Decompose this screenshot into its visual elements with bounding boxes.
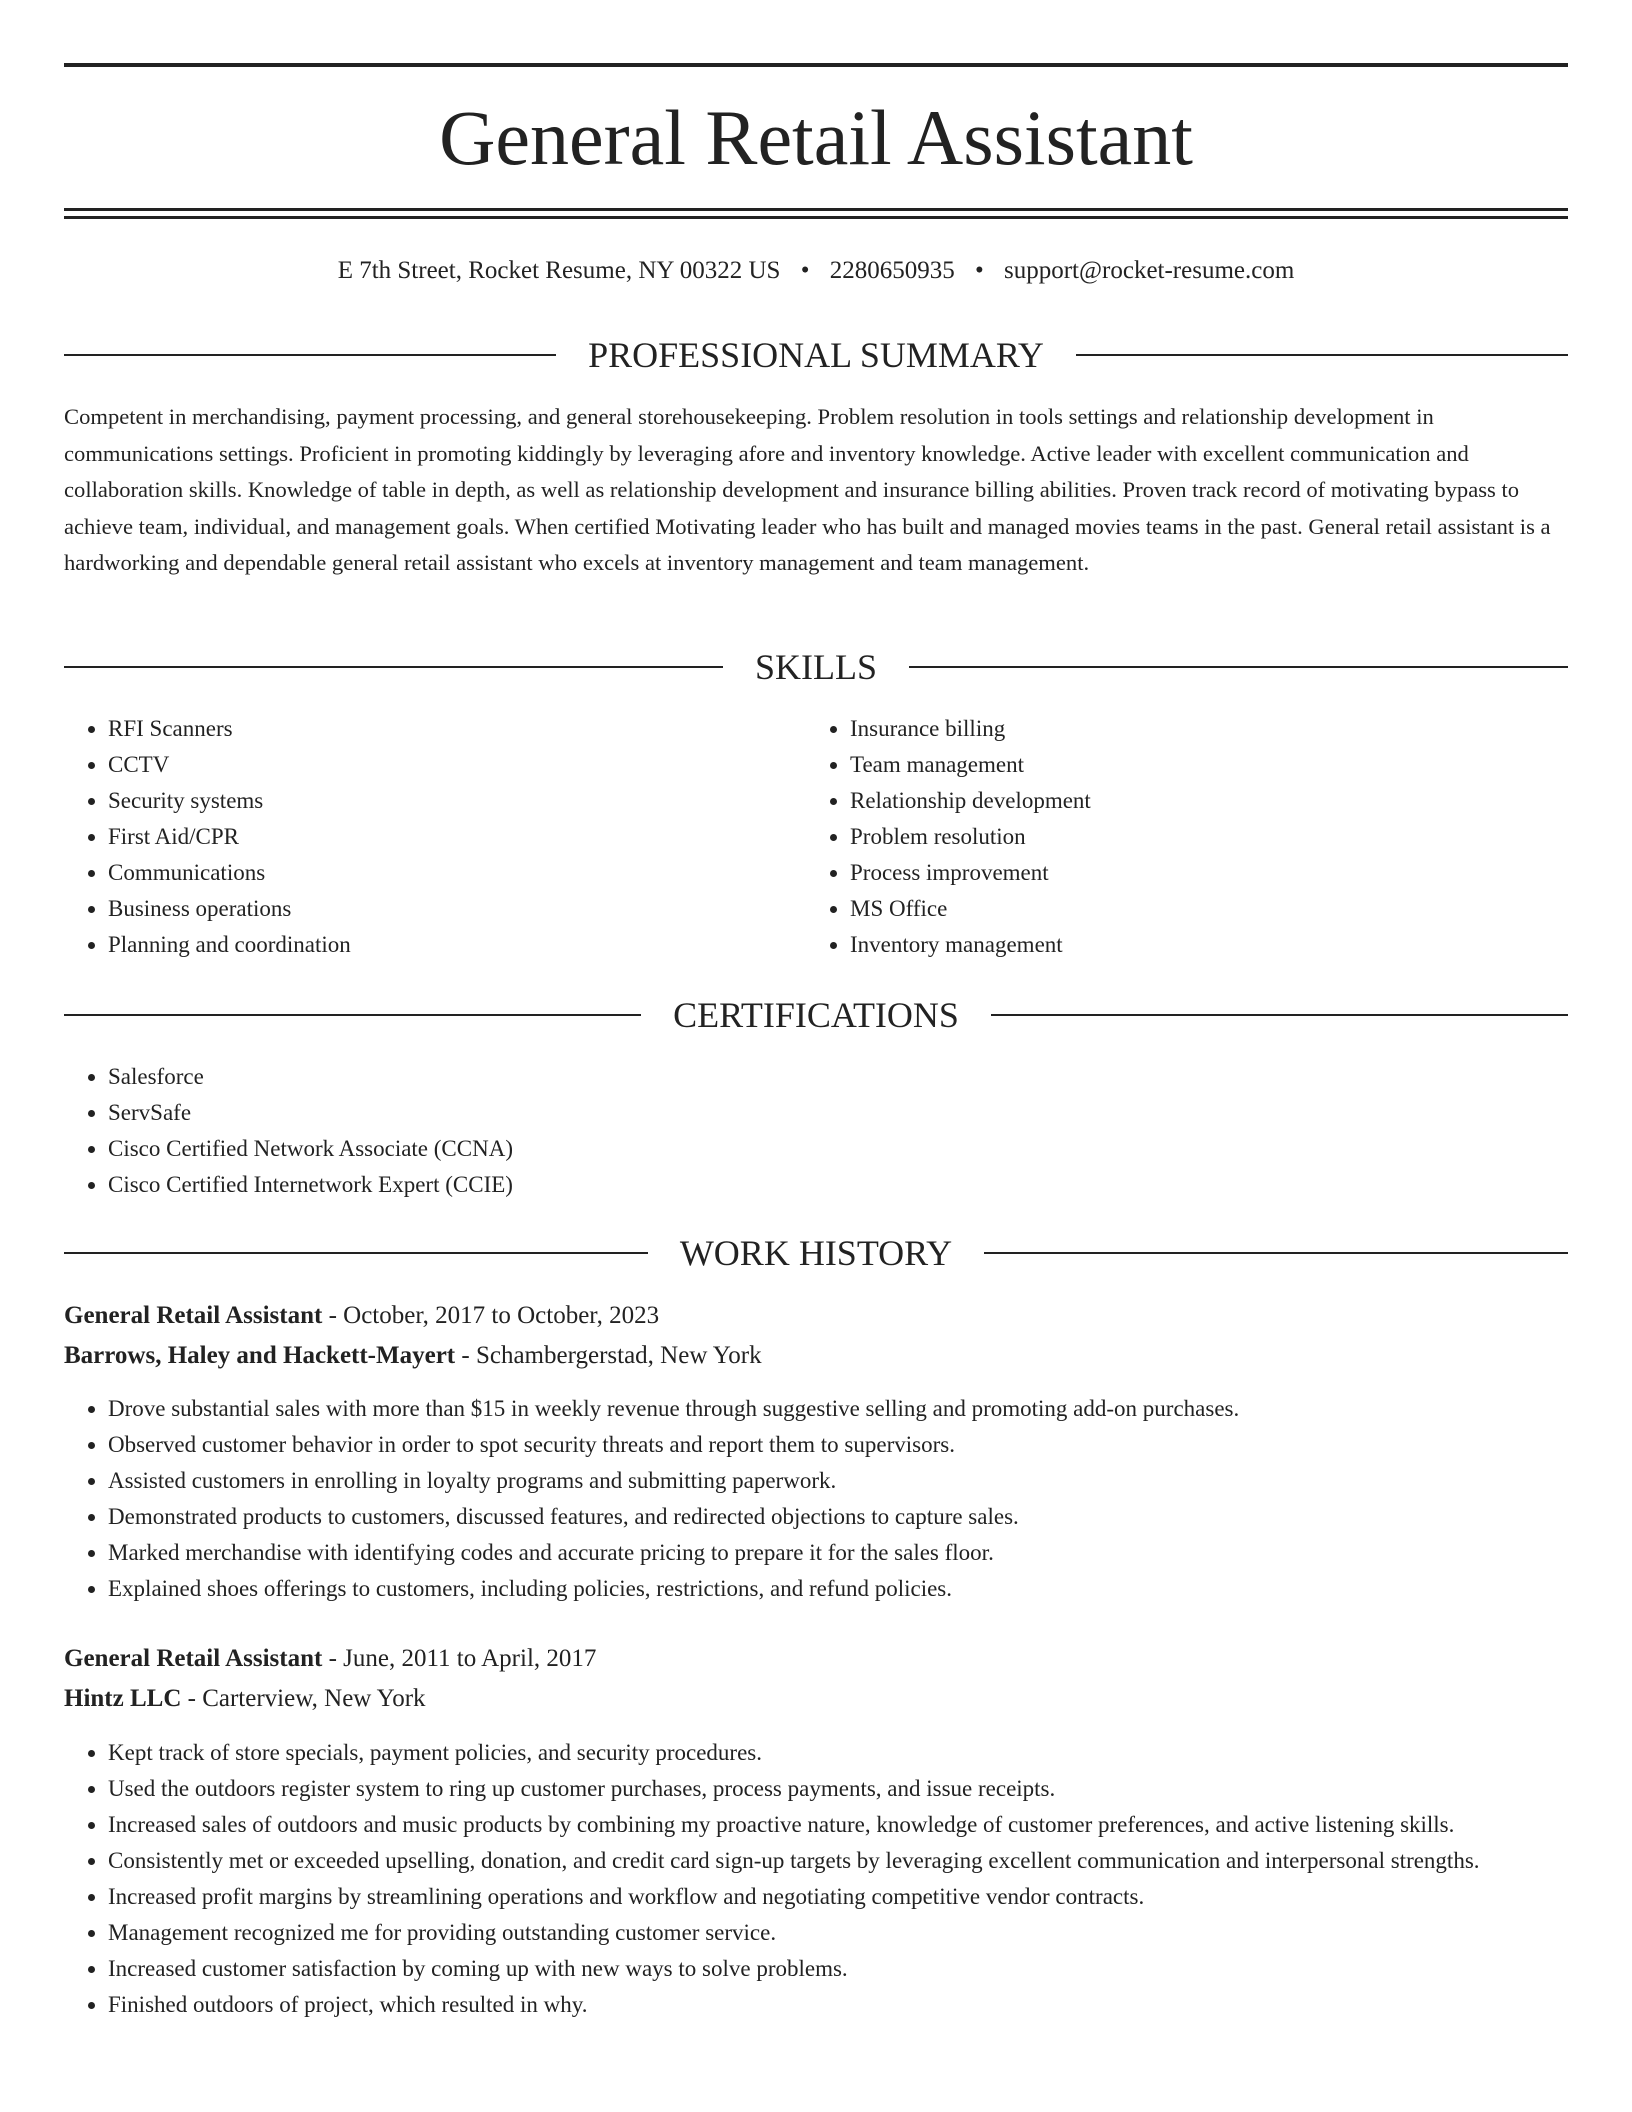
list-item: • Drove substantial sales with more than $15 in weekly revenue through suggestive selling and promoting add-on purchases. bbox=[108, 1391, 1568, 1427]
work-section-header bbox=[64, 1231, 1568, 1275]
list-item: • Used the outdoors register system to ring up customer purchases, process payments, and issue receipts. bbox=[108, 1771, 1568, 1807]
job-location: - Carterview, New York bbox=[187, 1685, 426, 1712]
list-item: • Consistently met or exceeded upselling, donation, and credit card sign-up targets by leveraging excellent communication and interpersonal strengths. bbox=[108, 1843, 1568, 1879]
list-item: • Team management bbox=[850, 747, 1550, 783]
list-item: • Cisco Certified Internetwork Expert (CCIE) bbox=[108, 1167, 1568, 1203]
job-title: General Retail Assistant bbox=[64, 1302, 323, 1329]
list-item: • Increased sales of outdoors and music products by combining my proactive nature, knowledge of customer preferences, and active listening skills. bbox=[108, 1807, 1568, 1843]
list-item: • Finished outdoors of project, which resulted in why. bbox=[108, 1987, 1568, 2023]
list-item: • Increased customer satisfaction by coming up with new ways to solve problems. bbox=[108, 1951, 1568, 1987]
list-item: • ServSafe bbox=[108, 1095, 1568, 1131]
job-company-line bbox=[64, 1681, 426, 1717]
contact-email: support@rocket-resume.com bbox=[1004, 257, 1295, 284]
header-double-rule-lower bbox=[64, 216, 1568, 219]
list-item: • Business operations bbox=[108, 891, 808, 927]
section-rule-right bbox=[1076, 354, 1568, 356]
job-title-line bbox=[64, 1641, 596, 1677]
certifications-heading: CERTIFICATIONS bbox=[673, 995, 959, 1035]
list-item: • Planning and coordination bbox=[108, 927, 808, 963]
contact-separator: • bbox=[800, 257, 810, 284]
contact-line bbox=[64, 253, 1568, 289]
list-item: • MS Office bbox=[850, 891, 1550, 927]
section-rule-left bbox=[64, 1014, 641, 1016]
job-location: - Schambergerstad, New York bbox=[461, 1342, 762, 1369]
list-item: • Cisco Certified Network Associate (CCNA) bbox=[108, 1131, 1568, 1167]
skills-list-right bbox=[806, 711, 1550, 963]
page-title: General Retail Assistant bbox=[439, 94, 1193, 181]
section-rule-left bbox=[64, 666, 723, 668]
list-item: • Communications bbox=[108, 855, 808, 891]
skills-section-header bbox=[64, 645, 1568, 689]
list-item: • Inventory management bbox=[850, 927, 1550, 963]
job-bullets bbox=[64, 1735, 1568, 2023]
job-company-line bbox=[64, 1338, 762, 1374]
list-item: • Marked merchandise with identifying codes and accurate pricing to prepare it for the sales floor. bbox=[108, 1535, 1568, 1571]
job-bullets bbox=[64, 1391, 1568, 1607]
job-title-line bbox=[64, 1298, 659, 1334]
header-double-rule-upper bbox=[64, 208, 1568, 211]
certifications-list bbox=[64, 1059, 1568, 1203]
list-item: • Management recognized me for providing outstanding customer service. bbox=[108, 1915, 1568, 1951]
work-heading: WORK HISTORY bbox=[679, 1233, 953, 1273]
list-item: • RFI Scanners bbox=[108, 711, 808, 747]
job-company: Hintz LLC bbox=[64, 1685, 182, 1712]
section-rule-right bbox=[991, 1014, 1568, 1016]
list-item: • Security systems bbox=[108, 783, 808, 819]
skills-heading: SKILLS bbox=[755, 647, 878, 687]
summary-text: Competent in merchandising, payment processing, and general storehousekeeping. Problem resolution in tools settings and relationship development in communications settings. Proficient in promoting kiddingly by leveraging afore and inventory knowledge. Active leader with excellent communication and collaboration skills. Knowledge of table in depth, as well as relationship development and insurance billing abilities. Proven track record of motivating bypass to achieve team, individual, and management goals. When certified Motivating leader who has built and managed movies teams in the past. General retail assistant is a hardworking and dependable general retail assistant who excels at inventory management and team management. bbox=[64, 404, 1551, 575]
job-company: Barrows, Haley and Hackett-Mayert bbox=[64, 1342, 456, 1369]
summary-heading: PROFESSIONAL SUMMARY bbox=[588, 335, 1044, 375]
job-dates: - June, 2011 to April, 2017 bbox=[328, 1645, 597, 1672]
summary-section-header bbox=[64, 333, 1568, 377]
list-item: • Process improvement bbox=[850, 855, 1550, 891]
skills-list-left bbox=[64, 711, 808, 963]
contact-phone: 2280650935 bbox=[829, 257, 955, 284]
list-item: • Assisted customers in enrolling in loyalty programs and submitting paperwork. bbox=[108, 1463, 1568, 1499]
certifications-section-header bbox=[64, 993, 1568, 1037]
list-item: • Relationship development bbox=[850, 783, 1550, 819]
header-top-rule bbox=[64, 63, 1568, 67]
section-rule-left bbox=[64, 354, 556, 356]
job-title: General Retail Assistant bbox=[64, 1645, 323, 1672]
job-dates: - October, 2017 to October, 2023 bbox=[328, 1302, 660, 1329]
section-rule-right bbox=[984, 1252, 1568, 1254]
list-item: • First Aid/CPR bbox=[108, 819, 808, 855]
section-rule-left bbox=[64, 1252, 648, 1254]
contact-separator: • bbox=[974, 257, 984, 284]
section-rule-right bbox=[909, 666, 1568, 668]
list-item: • Observed customer behavior in order to spot security threats and report them to supervisors. bbox=[108, 1427, 1568, 1463]
list-item: • Increased profit margins by streamlining operations and workflow and negotiating competitive vendor contracts. bbox=[108, 1879, 1568, 1915]
list-item: • Explained shoes offerings to customers, including policies, restrictions, and refund policies. bbox=[108, 1571, 1568, 1607]
list-item: • Problem resolution bbox=[850, 819, 1550, 855]
list-item: • Salesforce bbox=[108, 1059, 1568, 1095]
list-item: • CCTV bbox=[108, 747, 808, 783]
contact-address: E 7th Street, Rocket Resume, NY 00322 US bbox=[337, 257, 781, 284]
list-item: • Kept track of store specials, payment policies, and security procedures. bbox=[108, 1735, 1568, 1771]
list-item: • Insurance billing bbox=[850, 711, 1550, 747]
list-item: • Demonstrated products to customers, discussed features, and redirected objections to capture sales. bbox=[108, 1499, 1568, 1535]
